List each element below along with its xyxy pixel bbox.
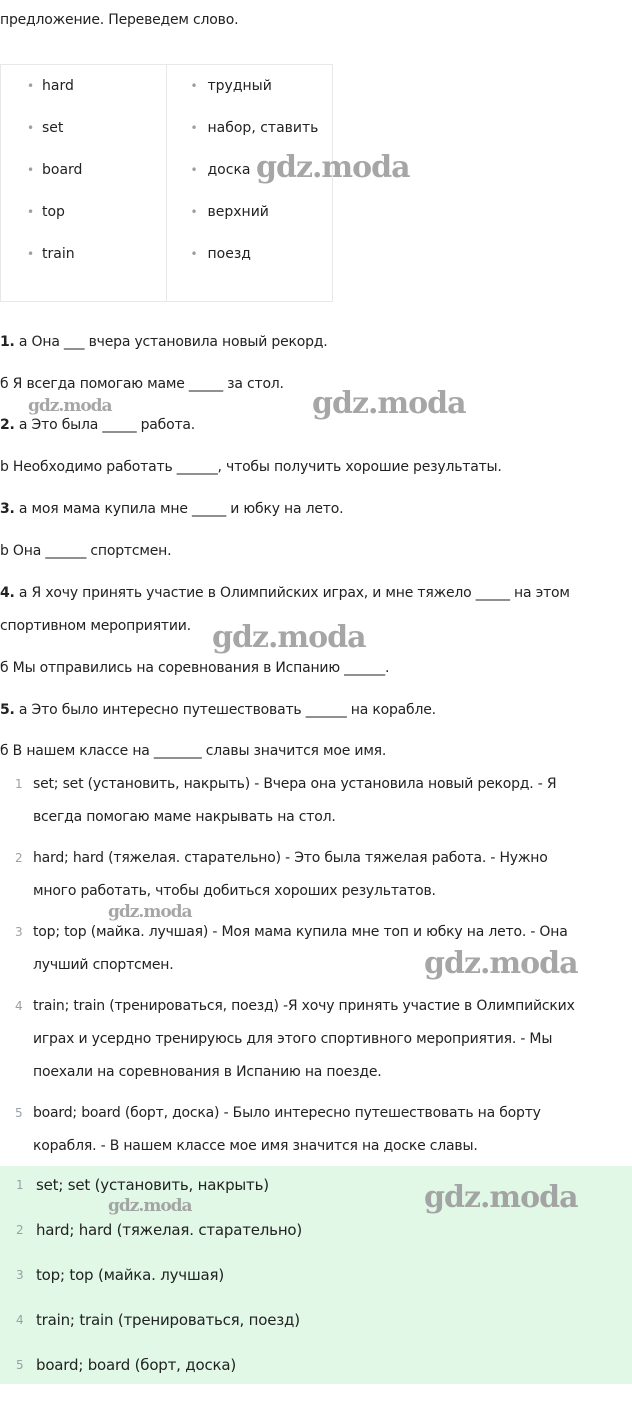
vocab-english-item	[1, 159, 166, 201]
task-text: б Я всегда помогаю маме _____ за стол.	[0, 376, 284, 392]
bullet-icon: •	[27, 247, 35, 261]
answer-line: set; set (установить, накрыть) - Вчера она установила новый рекорд. - Я	[33, 776, 557, 792]
task-number: 1.	[0, 334, 15, 350]
task-text: спортивном мероприятии.	[0, 618, 191, 634]
answer-line: много работать, чтобы добиться хороших результатов.	[33, 883, 436, 899]
answer-item	[0, 1097, 632, 1163]
watermark: gdz.moda	[28, 396, 112, 416]
summary-number: 3	[16, 1268, 24, 1282]
task-text: б Мы отправились на соревнования в Испанию ______.	[0, 660, 390, 676]
summary-item	[0, 1264, 632, 1309]
task-number: 5.	[0, 702, 15, 718]
task-text: а Это было интересно путешествовать ______ на корабле.	[14, 702, 436, 718]
bullet-icon: •	[27, 205, 35, 219]
summary-item	[0, 1174, 632, 1219]
task-text: а моя мама купила мне _____ и юбку на лето.	[14, 501, 344, 517]
bullet-icon: •	[190, 121, 198, 135]
answer-item	[0, 768, 632, 834]
answers-list	[0, 768, 632, 1163]
answer-number: 3	[15, 925, 23, 939]
bullet-icon: •	[190, 247, 198, 261]
vocab-russian-item	[167, 117, 333, 159]
vocab-english-word: set	[42, 120, 64, 136]
watermark: gdz.moda	[312, 386, 466, 421]
answer-line: лучший спортсмен.	[33, 957, 174, 973]
summary-item	[0, 1309, 632, 1354]
vocab-russian-item	[167, 75, 333, 117]
vocab-russian-item	[167, 159, 333, 201]
answer-line: board; board (борт, доска) - Было интересно путешествовать на борту	[33, 1105, 541, 1121]
answer-line: всегда помогаю маме накрывать на стол.	[33, 809, 336, 825]
vocab-english-item	[1, 201, 166, 243]
task-text: а Я хочу принять участие в Олимпийских играх, и мне тяжело _____ на этом	[14, 585, 570, 601]
bullet-icon: •	[190, 79, 198, 93]
answer-item	[0, 842, 632, 908]
vocab-english-word: top	[42, 204, 65, 220]
task-line	[0, 583, 570, 603]
task-number: 4.	[0, 585, 15, 601]
answer-item	[0, 916, 632, 982]
watermark: gdz.moda	[424, 946, 578, 981]
task-number: 2.	[0, 417, 15, 433]
vocab-russian-item	[167, 201, 333, 243]
vocab-english-word: train	[42, 246, 75, 262]
summary-number: 1	[16, 1178, 24, 1192]
vocab-russian-word: набор, ставить	[207, 120, 319, 136]
task-number: 3.	[0, 501, 15, 517]
bullet-icon: •	[190, 205, 198, 219]
task-text: б В нашем классе на _______ славы значится мое имя.	[0, 743, 387, 759]
summary-text: set; set (установить, накрыть)	[36, 1176, 269, 1194]
summary-number: 5	[16, 1358, 24, 1372]
summary-text: hard; hard (тяжелая. старательно)	[36, 1221, 303, 1239]
answer-line: top; top (майка. лучшая) - Моя мама купила мне топ и юбку на лето. - Она	[33, 924, 568, 940]
answer-number: 5	[15, 1106, 23, 1120]
vocabulary-english-column	[1, 65, 167, 301]
answer-number: 1	[15, 777, 23, 791]
answer-line: hard; hard (тяжелая. старательно) - Это была тяжелая работа. - Нужно	[33, 850, 548, 866]
bullet-icon: •	[27, 121, 35, 135]
task-text: а Это была _____ работа.	[14, 417, 196, 433]
summary-text: top; top (майка. лучшая)	[36, 1266, 224, 1284]
vocab-russian-word: верхний	[207, 204, 269, 220]
task-line	[0, 616, 191, 636]
task-text: b Необходимо работать ______, чтобы получить хорошие результаты.	[0, 459, 502, 475]
answer-line: train; train (тренироваться, поезд) -Я хочу принять участие в Олимпийских	[33, 998, 575, 1014]
vocab-russian-word: трудный	[207, 78, 272, 94]
answer-line: играх и усердно тренируюсь для этого спортивного мероприятия. - Мы	[33, 1031, 553, 1047]
vocab-russian-word: доска	[207, 162, 251, 178]
summary-text: train; train (тренироваться, поезд)	[36, 1311, 300, 1329]
summary-number: 2	[16, 1223, 24, 1237]
vocabulary-table	[0, 64, 333, 302]
bullet-icon: •	[27, 163, 35, 177]
bullet-icon: •	[190, 163, 198, 177]
vocab-english-item	[1, 75, 166, 117]
task-line	[0, 332, 328, 352]
intro-text: предложение. Переведем слово.	[0, 12, 239, 28]
watermark: gdz.moda	[256, 150, 410, 185]
vocab-english-item	[1, 117, 166, 159]
watermark: gdz.moda	[108, 902, 192, 922]
answer-line: поехали на соревнования в Испанию на поезде.	[33, 1064, 382, 1080]
task-text: b Она ______ спортсмен.	[0, 543, 172, 559]
answer-line: корабля. - В нашем классе мое имя значится на доске славы.	[33, 1138, 478, 1154]
vocab-english-item	[1, 243, 166, 285]
task-line	[0, 374, 284, 394]
vocab-english-word: hard	[42, 78, 74, 94]
watermark: gdz.moda	[424, 1180, 578, 1215]
answer-item	[0, 990, 632, 1089]
answer-summary-box	[0, 1166, 632, 1384]
answer-number: 4	[15, 999, 23, 1013]
task-text: а Она ___ вчера установила новый рекорд.	[14, 334, 328, 350]
task-line	[0, 658, 389, 678]
watermark: gdz.moda	[212, 620, 366, 655]
task-line	[0, 741, 386, 761]
vocab-russian-word: поезд	[207, 246, 251, 262]
task-line	[0, 541, 171, 561]
bullet-icon: •	[27, 79, 35, 93]
answer-number: 2	[15, 851, 23, 865]
summary-text: board; board (борт, доска)	[36, 1356, 236, 1374]
vocab-russian-item	[167, 243, 333, 285]
task-line	[0, 700, 436, 720]
summary-item	[0, 1219, 632, 1264]
summary-number: 4	[16, 1313, 24, 1327]
watermark: gdz.moda	[108, 1196, 192, 1216]
task-line	[0, 415, 195, 435]
task-line	[0, 457, 502, 477]
vocab-english-word: board	[42, 162, 83, 178]
summary-item	[0, 1354, 632, 1399]
task-line	[0, 499, 343, 519]
vocabulary-russian-column	[167, 65, 333, 301]
